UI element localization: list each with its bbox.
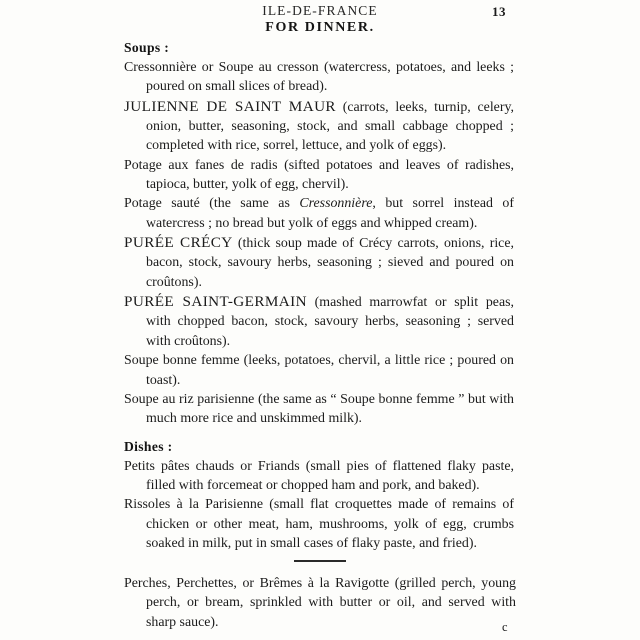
fish-entry [124,574,516,632]
page-number: 13 [492,4,506,19]
dishes-heading: Dishes : [124,438,173,454]
entry-caps-name: PURÉE SAINT-GERMAIN [124,293,307,311]
soups-list [124,58,514,429]
soup-entry [124,390,514,429]
entry-italic-reference: Cressonnière [299,196,373,212]
section-divider [0,552,640,570]
dish-entry [124,495,514,553]
soup-entry [124,233,514,292]
running-title: ILE-DE-FRANCE [262,3,378,18]
entry-text: Rissoles à la Parisienne (small flat croquettes made of remains of chicken or other meat, ham, mushrooms, yolk of egg, crumbs soaked in milk, put in small cases of flaky paste, and fried). [124,497,514,551]
running-head [0,3,640,21]
entry-text: (mashed marrowfat or split peas, with chopped bacon, stock, savoury herbs, seasoning ; served with croûtons). [146,295,514,349]
dishes-list [124,457,514,554]
entry-text: (thick soup made of Crécy carrots, onions, rice, bacon, stock, savoury herbs, seasoning ; sieved and poured on croûtons). [146,236,514,290]
entry-text: Cressonnière or Soupe au cresson (watercress, potatoes, and leeks ; poured on small slices of bread). [124,60,514,95]
soup-entry [124,351,514,390]
closing-section [124,574,516,632]
section-title: FOR DINNER. [265,20,375,35]
entry-text-after-italic: , but sorrel instead of watercress ; no bread but yolk of eggs and whipped cream). [146,196,514,231]
entry-text-before-italic: Potage sauté (the same as [124,196,300,212]
soup-entry [124,292,514,351]
entry-text: Soupe au riz parisienne (the same as “ Soupe bonne femme ” but with much more rice and unskimmed milk). [124,391,514,427]
entry-caps-name: JULIENNE DE SAINT MAUR [124,97,336,115]
text-column [124,38,514,553]
entry-caps-name: PURÉE CRÉCY [124,234,233,252]
soup-entry [124,97,514,156]
divider-rule [294,560,346,562]
soup-entry [124,58,514,97]
entry-text: Petits pâtes chauds or Friands (small pies of flattened flaky paste, filled with forcemeat or chopped ham and pork, and baked). [124,458,514,493]
signature-mark: c [502,620,508,634]
entry-text: Soupe bonne femme (leeks, potatoes, chervil, a little rice ; poured on toast). [124,353,514,388]
entry-text: Perches, Perchettes, or Brêmes à la Ravigotte (grilled perch, young perch, or bream, sprinkled with butter or oil, and served with sharp sauce). [124,576,516,630]
entry-text: (carrots, leeks, turnip, celery, onion, butter, seasoning, stock, and small cabbage chopped ; completed with rice, sorrel, lettuce, and yolk of eggs). [146,99,514,154]
dish-entry [124,457,514,496]
soup-entry [124,156,514,195]
soups-heading: Soups : [124,40,170,55]
entry-text: Potage aux fanes de radis (sifted potatoes and leaves of radishes, tapioca, butter, yolk of egg, chervil). [124,157,514,193]
soup-entry [124,194,514,233]
